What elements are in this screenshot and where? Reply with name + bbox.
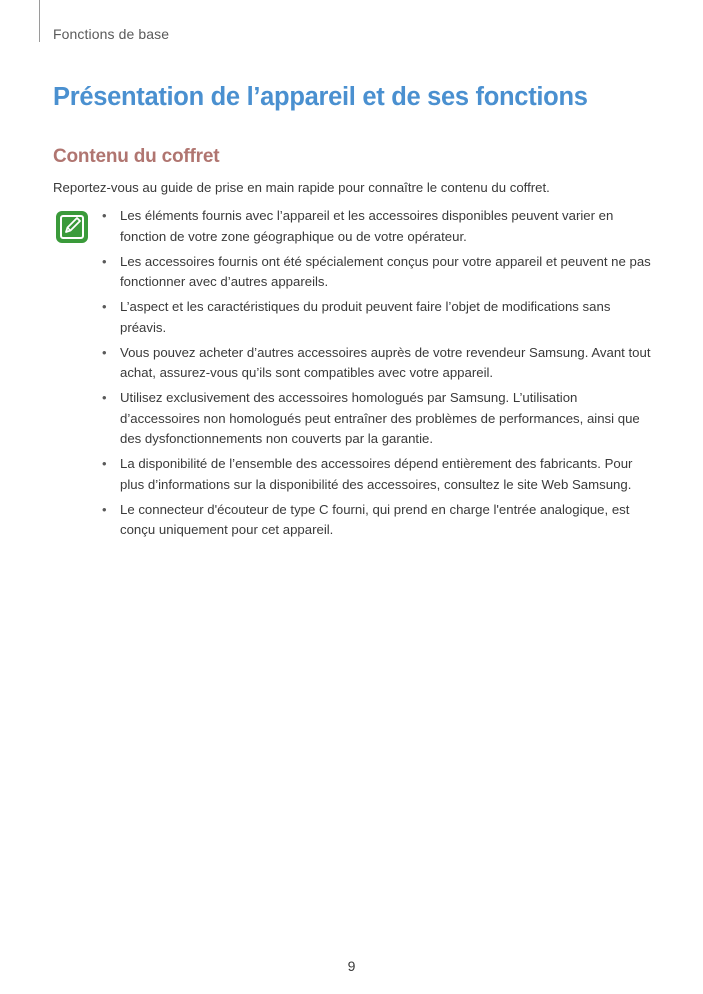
bullet: • xyxy=(102,299,107,314)
note-item xyxy=(100,500,660,541)
note-text: Le connecteur d'écouteur de type C fourni, qui prend en charge l'entrée analogique, est conçu uniquement pour cet appareil. xyxy=(120,501,630,537)
note-pencil-icon xyxy=(55,210,89,244)
bullet: • xyxy=(102,456,107,471)
intro-paragraph: Reportez-vous au guide de prise en main rapide pour connaître le contenu du coffret. xyxy=(53,180,550,195)
bullet: • xyxy=(102,253,107,269)
note-text: Les éléments fournis avec l’appareil et les accessoires disponibles peuvent varier en fonction de votre zone géographique ou de votre opérateur. xyxy=(120,208,614,244)
note-text: L’aspect et les caractéristiques du produit peuvent faire l’objet de modifications sans préavis. xyxy=(120,299,611,335)
bullet: • xyxy=(102,208,107,223)
page-number: 9 xyxy=(347,958,356,974)
note-item xyxy=(100,206,660,247)
section-label: Fonctions de base xyxy=(53,26,170,42)
section-subtitle: Contenu du coffret xyxy=(53,146,220,167)
note-text: Utilisez exclusivement des accessoires homologués par Samsung. L’utilisation d’accessoires non homologués peut entraîner des problèmes de performances, ainsi que des dysfonctionnements non couverts par la garantie. xyxy=(120,390,640,446)
note-item xyxy=(100,388,660,450)
note-text: Vous pouvez acheter d’autres accessoires auprès de votre revendeur Samsung. Avant tout achat, assurez-vous qu’ils sont compatibles avec votre appareil. xyxy=(120,344,651,380)
bullet: • xyxy=(102,390,107,405)
note-text: Les accessoires fournis ont été spécialement conçus pour votre appareil et peuvent ne pas fonctionner avec d’autres appareils. xyxy=(120,253,651,289)
note-text: La disponibilité de l’ensemble des accessoires dépend entièrement des fabricants. Pour plus d’informations sur la disponibilité des accessoires, consultez le site Web Samsung. xyxy=(120,456,633,492)
bullet: • xyxy=(102,344,107,360)
page-title: Présentation de l’appareil et de ses fonctions xyxy=(53,83,588,111)
note-item xyxy=(100,297,660,338)
note-item xyxy=(100,343,660,384)
bullet: • xyxy=(102,501,107,517)
notes-list xyxy=(100,206,660,545)
note-item xyxy=(100,454,660,495)
note-item xyxy=(100,252,660,293)
header-divider xyxy=(39,0,40,42)
